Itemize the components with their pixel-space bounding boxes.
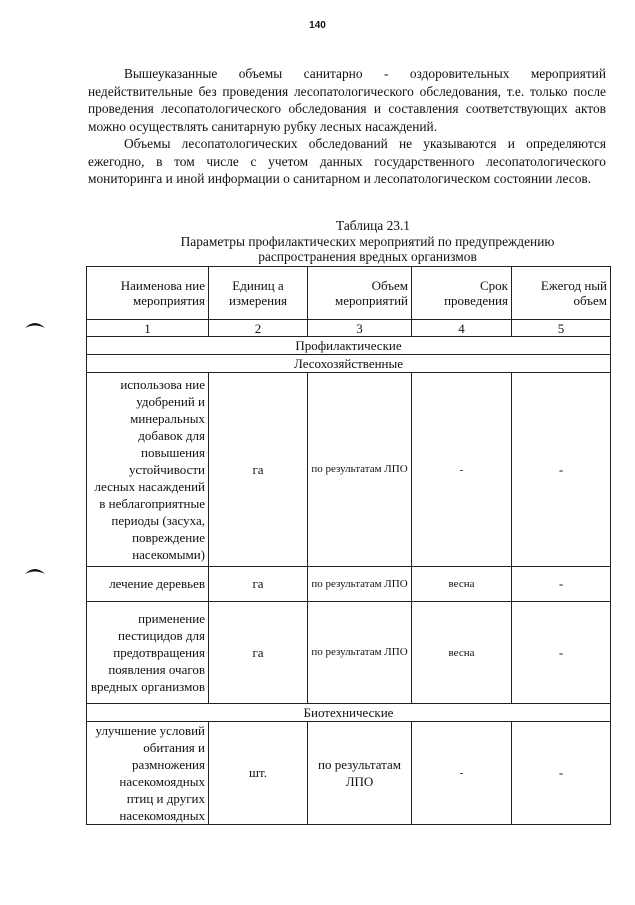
section-forestry-label: Лесохозяйственные <box>87 355 611 373</box>
measure-term: - <box>412 373 512 567</box>
column-numbers-row <box>87 320 611 337</box>
measure-annual: - <box>512 567 611 602</box>
measure-name: использова ние удобрений и минеральных добавок для повышения устойчивости лесных насаждений в неблагоприятные периоды (засуха, повреждение насекомыми) <box>87 373 209 567</box>
scan-mark-icon <box>24 566 46 575</box>
page-number: 140 <box>309 20 326 31</box>
header-volume: Объем мероприятий <box>308 267 412 320</box>
measure-volume: по результатам ЛПО <box>308 602 412 704</box>
paragraph-1: Вышеуказанные объемы санитарно - оздоровительных мероприятий недействительные без проведения лесопатологического обследования, т.е. только после проведения лесопатологического обследования и составления соответствующих актов можно осуществлять санитарную рубку лесных насаждений. <box>88 66 606 134</box>
header-name: Наименова ние мероприятия <box>87 267 209 320</box>
header-unit: Единиц а измерения <box>209 267 308 320</box>
measure-volume: по результатам ЛПО <box>308 722 412 825</box>
measure-annual: - <box>512 373 611 567</box>
header-annual: Ежегод ный объем <box>512 267 611 320</box>
table-row <box>87 602 611 704</box>
table-row <box>87 373 611 567</box>
measure-unit: га <box>209 602 308 704</box>
measure-term: - <box>412 722 512 825</box>
column-number: 4 <box>412 320 512 337</box>
column-number: 3 <box>308 320 412 337</box>
measure-volume: по результатам ЛПО <box>308 567 412 602</box>
measure-annual: - <box>512 722 611 825</box>
section-biotech-label: Биотехнические <box>87 704 611 722</box>
table-header-row <box>87 267 611 320</box>
table-caption-number: Таблица 23.1 <box>336 218 411 233</box>
measure-unit: га <box>209 373 308 567</box>
measure-term: весна <box>412 602 512 704</box>
table-row <box>87 722 611 825</box>
measure-term: весна <box>412 567 512 602</box>
measure-name: улучшение условий обитания и размножения насекомоядных птиц и других насекомоядных <box>87 722 209 825</box>
paragraph-2: Объемы лесопатологических обследований не указываются и определяются ежегодно, в том числе с учетом данных государственного лесопатологического мониторинга и иной информации о санитарном и лесопатологическом состоянии лесов. <box>88 136 606 186</box>
section-row <box>87 355 611 373</box>
measure-name: применение пестицидов для предотвращения появления очагов вредных организмов <box>87 602 209 704</box>
scan-mark-icon <box>24 320 46 329</box>
measure-unit: га <box>209 567 308 602</box>
measure-annual: - <box>512 602 611 704</box>
table-row <box>87 567 611 602</box>
measure-volume: по результатам ЛПО <box>308 373 412 567</box>
section-row <box>87 704 611 722</box>
header-term: Срок проведения <box>412 267 512 320</box>
measure-unit: шт. <box>209 722 308 825</box>
section-row <box>87 337 611 355</box>
parameters-table <box>86 266 611 825</box>
table-caption-title: Параметры профилактических мероприятий по предупреждению распространения вредных организмов <box>180 234 555 264</box>
section-main-label: Профилактические <box>87 337 611 355</box>
measure-name: лечение деревьев <box>87 567 209 602</box>
column-number: 1 <box>87 320 209 337</box>
column-number: 5 <box>512 320 611 337</box>
column-number: 2 <box>209 320 308 337</box>
